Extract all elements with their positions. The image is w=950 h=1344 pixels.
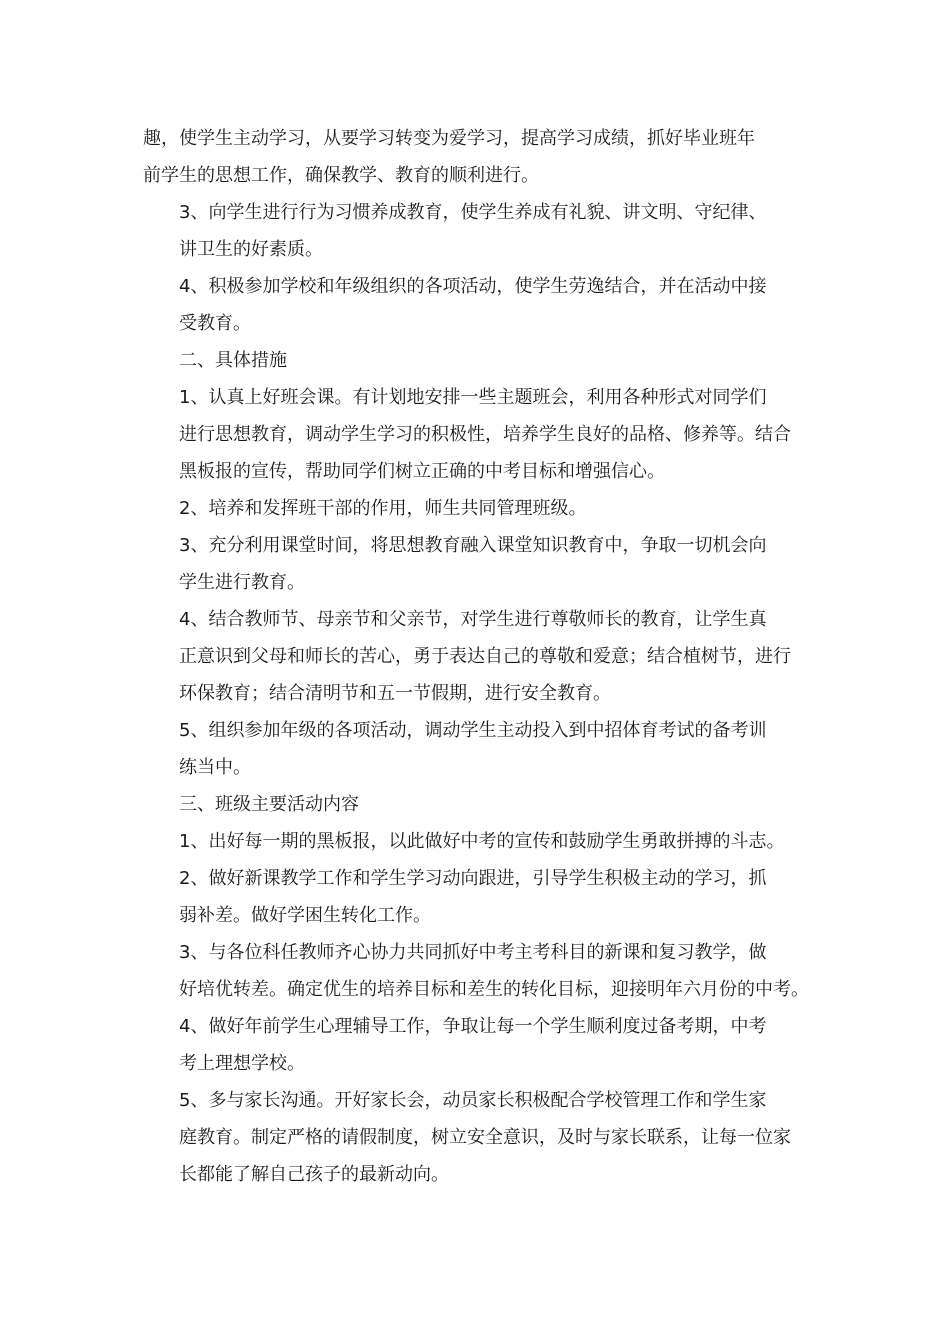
paragraph (143, 1082, 813, 1193)
paragraph (143, 1008, 813, 1082)
paragraph-line: 1、出好每一期的黑板报，以此做好中考的宣传和鼓励学生勇敢拼搏的斗志。 (179, 831, 785, 852)
paragraph-line: 弱补差。做好学困生转化工作。 (179, 905, 431, 926)
paragraph (143, 527, 813, 601)
paragraph-line: 讲卫生的好素质。 (179, 239, 323, 260)
paragraph-line: 考上理想学校。 (179, 1053, 305, 1074)
paragraph-line: 4、做好年前学生心理辅导工作，争取让每一个学生顺利度过备考期，中考 (179, 1016, 767, 1037)
paragraph-line: 趣，使学生主动学习，从要学习转变为爱学习，提高学习成绩，抓好毕业班年 (143, 128, 755, 149)
paragraph (143, 786, 813, 823)
paragraph (143, 823, 813, 860)
paragraph-line: 1、认真上好班会课。有计划地安排一些主题班会，利用各种形式对同学们 (179, 387, 767, 408)
paragraph (143, 120, 813, 194)
paragraph-line: 2、做好新课教学工作和学生学习动向跟进，引导学生积极主动的学习，抓 (179, 868, 767, 889)
paragraph (143, 860, 813, 934)
paragraph-line: 环保教育；结合清明节和五一节假期，进行安全教育。 (179, 683, 611, 704)
paragraph-line: 4、积极参加学校和年级组织的各项活动，使学生劳逸结合，并在活动中接 (179, 276, 767, 297)
paragraph-line: 三、班级主要活动内容 (179, 794, 359, 815)
paragraph-line: 二、具体措施 (179, 350, 287, 371)
paragraph-line: 3、与各位科任教师齐心协力共同抓好中考主考科目的新课和复习教学，做 (179, 942, 767, 963)
paragraph-line: 练当中。 (179, 757, 251, 778)
paragraph-line: 黑板报的宣传，帮助同学们树立正确的中考目标和增强信心。 (179, 461, 665, 482)
paragraph-line: 进行思想教育，调动学生学习的积极性，培养学生良好的品格、修养等。结合 (179, 424, 791, 445)
paragraph-line: 长都能了解自己孩子的最新动向。 (179, 1164, 449, 1185)
paragraph-line: 5、组织参加年级的各项活动，调动学生主动投入到中招体育考试的备考训 (179, 720, 767, 741)
paragraph (143, 194, 813, 268)
paragraph (143, 601, 813, 712)
paragraph (143, 712, 813, 786)
paragraph-line: 学生进行教育。 (179, 572, 305, 593)
paragraph-line: 好培优转差。确定优生的培养目标和差生的转化目标，迎接明年六月份的中考。 (179, 979, 809, 1000)
paragraph (143, 934, 813, 1008)
paragraph (143, 342, 813, 379)
paragraph (143, 490, 813, 527)
paragraph-line: 庭教育。制定严格的请假制度，树立安全意识，及时与家长联系，让每一位家 (179, 1127, 791, 1148)
paragraph (143, 268, 813, 342)
paragraph-line: 正意识到父母和师长的苦心，勇于表达自己的尊敬和爱意；结合植树节，进行 (179, 646, 791, 667)
paragraph-line: 3、充分利用课堂时间，将思想教育融入课堂知识教育中，争取一切机会向 (179, 535, 767, 556)
paragraph (143, 379, 813, 490)
paragraph-line: 2、培养和发挥班干部的作用，师生共同管理班级。 (179, 498, 587, 519)
document-body (143, 120, 813, 1193)
paragraph-line: 前学生的思想工作，确保教学、教育的顺利进行。 (143, 165, 539, 186)
paragraph-line: 受教育。 (179, 313, 251, 334)
paragraph-line: 5、多与家长沟通。开好家长会，动员家长积极配合学校管理工作和学生家 (179, 1090, 767, 1111)
paragraph-line: 3、向学生进行行为习惯养成教育，使学生养成有礼貌、讲文明、守纪律、 (179, 202, 767, 223)
paragraph-line: 4、结合教师节、母亲节和父亲节，对学生进行尊敬师长的教育，让学生真 (179, 609, 767, 630)
